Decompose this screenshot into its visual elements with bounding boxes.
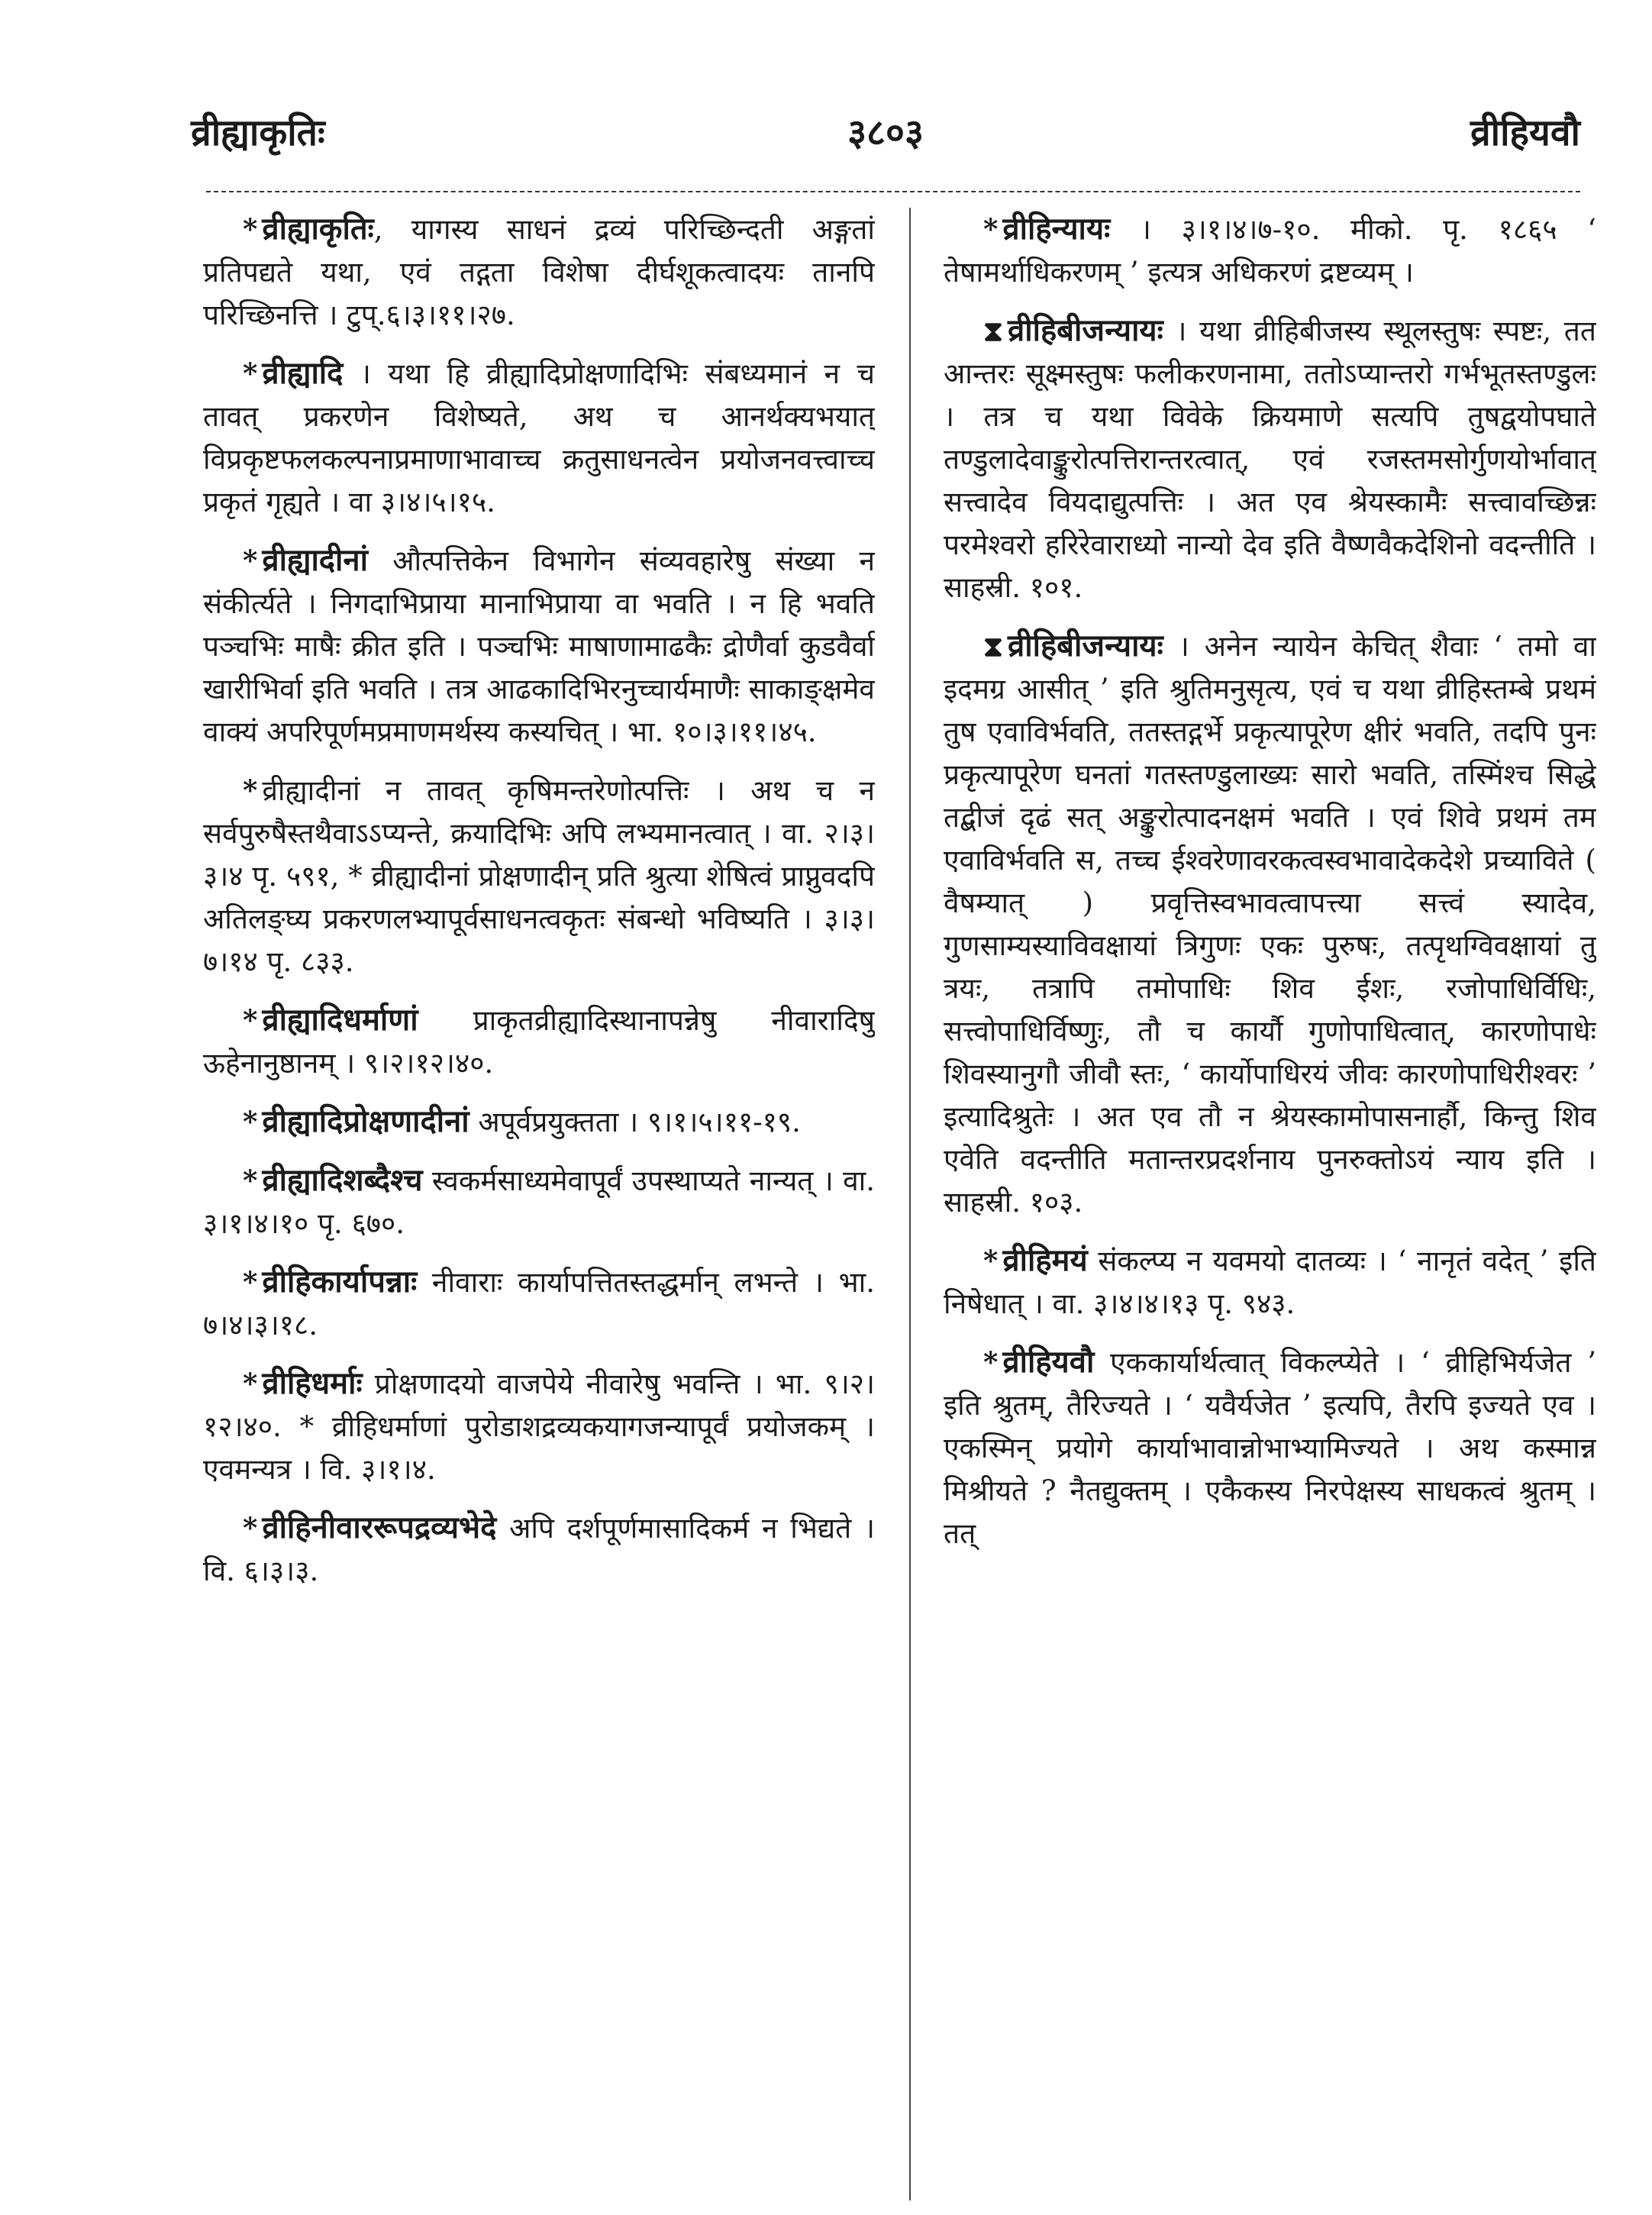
entry-text: औत्पत्तिकेन विभागेन संव्यवहारेषु संख्या न संकीर्त्यते । निगदाभिप्राया मानाभिप्राया वा भवति । न हि भवति पञ्चभिः माषैः क्रीत इति । पञ्चभिः माषाणामाढकैः द्रोणैर्वा कुडवैर्वा खारीभिर्वा इति भवति । तत्र आढकादिभिरनुच्चार्यमाणैः साकाङ्क्षमेव वाक्यं अपरिपूर्णमप्रमाणमर्थस्य कस्यचित् । भा. १०।३।११।४५.	[203, 544, 875, 748]
dictionary-entry	[944, 625, 1596, 1224]
page-number: ३८०३	[847, 111, 924, 154]
dictionary-entry	[944, 309, 1596, 609]
entry-marker: *	[243, 544, 258, 577]
entry-text: अपि दर्शपूर्णमासादिकर्म न भिद्यते । वि. ६।३।३.	[203, 1512, 875, 1587]
entry-marker: *	[243, 1367, 258, 1400]
entry-marker: *	[243, 1164, 258, 1197]
entry-marker: *	[243, 1003, 258, 1037]
entry-headword: व्रीहिकार्यापन्नाः	[262, 1264, 418, 1300]
entry-marker: *	[243, 1105, 258, 1138]
entry-marker: *	[243, 357, 258, 390]
right-running-head: व्रीहियवौ	[1470, 111, 1580, 154]
entry-headword: व्रीह्यादिप्रोक्षणादीनां	[262, 1103, 469, 1139]
dictionary-entry	[203, 1261, 875, 1347]
entry-marker: *	[243, 1511, 258, 1545]
entry-text: , यागस्य साधनं द्रव्यं परिच्छिन्दती अङ्गतां प्रतिपद्यते यथा, एवं तद्गता विशेषा दीर्घशूकत्वादयः तानपि परिच्छिनत्ति । टुप्.६।३।११।२७.	[203, 213, 875, 331]
dictionary-entry	[203, 208, 875, 337]
entry-headword: व्रीहिधर्माः	[262, 1365, 363, 1401]
dictionary-entry	[203, 1159, 875, 1245]
dictionary-entry	[203, 999, 875, 1085]
entry-text: । अनेन न्यायेन केचित् शैवाः ‘ तमो वा इदमग्र आसीत् ’ इति श्रुतिमनुसृत्य, एवं च यथा व्रीहिस्तम्बे प्रथमं तुष एवाविर्भवति, ततस्तद्गर्भे प्रकृत्यापूरेण क्षीरं भवति, तदपि पुनः प्रकृत्यापूरेण घनतां गतस्तण्डुलाख्यः सारो भवति, तस्मिंश्च सिद्धे तद्बीजं दृढं सत् अङ्कुरोत्पादनक्षमं भवति । एवं शिवे प्रथमं तम एवाविर्भवति स, तच्च ईश्वरेणावरकत्वस्वभावादेकदेशे प्रच्याविते ( वैषम्यात् ) प्रवृत्तिस्वभावत्वापत्त्या सत्त्वं स्यादेव, गुणसाम्यस्याविवक्षायां त्रिगुणः एकः पुरुषः, तत्पृथग्विवक्षायां तु त्रयः, तत्रापि तमोपाधिः शिव ईशः, रजोपाधिर्विधिः, सत्त्वोपाधिर्विष्णुः, तौ च कार्यौ गुणोपाधित्वात्, कारणोपाधेः शिवस्यानुगौ जीवौ स्तः, ‘ कार्योपाधिरयं जीवः कारणोपाधिरीश्वरः ’ इत्यादिश्रुतेः । अत एव तौ न श्रेयस्कामोपासनार्हौ, किन्तु शिव एवेति वदन्तीति मतान्तरप्रदर्शनाय पुनरुक्तोऽयं न्याय इति । साहस्री. १०३.	[944, 630, 1596, 1219]
dictionary-entry	[203, 1506, 875, 1593]
entry-headword: व्रीह्यादीनां	[262, 542, 368, 578]
entry-headword: व्रीह्यादिशब्दैश्च	[262, 1162, 423, 1198]
entry-marker: *	[983, 1244, 999, 1277]
entry-headword: व्रीहिबीजन्यायः	[1007, 312, 1163, 348]
entry-text: । ३।१।४।७-१०. मीको. पृ. १८६५ ‘ तेषामर्थाधिकरणम् ’ इत्यत्र अधिकरणं द्रष्टव्यम् ।	[944, 213, 1596, 289]
left-running-head: व्रीह्याकृतिः	[191, 111, 325, 154]
dictionary-entry	[203, 1362, 875, 1491]
entry-marker: *	[243, 773, 258, 807]
entry-text: । यथा व्रीहिबीजस्य स्थूलस्तुषः स्पष्टः, तत आन्तरः सूक्ष्मस्तुषः फलीकरणनामा, ततोऽप्यान्तरो गर्भभूतस्तण्डुलः । तत्र च यथा विवेके क्रियमाणे सत्यपि तुषद्वयोपघाते तण्डुलादेवाङ्कुरोत्पत्तिरान्तरत्वात्, एवं रजस्तमसोर्गुणयोर्भावात् सत्त्वादेव वियदाद्युत्पत्तिः । अत एव श्रेयस्कामैः सत्त्वावच्छिन्नः परमेश्वरो हरिरेवाराध्यो नान्यो देव इति वैष्णवैकदेशिनो वदन्तीति । साहस्री. १०१.	[944, 315, 1596, 604]
entry-text: । यथा हि व्रीह्यादिप्रोक्षणादिभिः संबध्यमानं न च तावत् प्रकरणेन विशेष्यते, अथ च आनर्थक्यभयात् विप्रकृष्टफलकल्पनाप्रमाणाभावाच्च क्रतुसाधनत्वेन प्रयोजनवत्त्वाच्च प्रकृतं गृह्यते । वा ३।४।५।१५.	[203, 357, 875, 518]
left-column	[203, 208, 875, 2208]
entry-text: स्वकर्मसाध्यमेवापूर्वं उपस्थाप्यते नान्यत् । वा. ३।१।४।१० पृ. ६७०.	[203, 1164, 875, 1240]
nyaya-marker-icon: ⧗	[983, 314, 1003, 347]
entry-marker: *	[243, 1265, 258, 1299]
entry-text: नीवाराः कार्यापत्तितस्तद्धर्मान् लभन्ते । भा. ७।४।३।१८.	[203, 1266, 875, 1342]
dictionary-entry	[203, 769, 875, 983]
dictionary-entry	[944, 1341, 1596, 1555]
entry-text: प्रोक्षणादयो वाजपेये नीवारेषु भवन्ति । भा. ९।२।१२।४०. * व्रीहिधर्माणां पुरोडाशद्रव्यकयागजन्यापूर्वं प्रयोजकम् । एवमन्यत्र । वि. ३।१।४.	[203, 1367, 875, 1486]
entry-headword: व्रीह्यादिधर्माणां	[262, 1002, 418, 1038]
entry-text: प्राकृतव्रीह्यादिस्थानापन्नेषु नीवारादिषु ऊहेनानुष्ठानम् । ९।२।१२।४०.	[203, 1004, 875, 1080]
entry-headword: व्रीहिमयं	[1002, 1242, 1088, 1278]
entry-headword: व्रीहियवौ	[1002, 1344, 1095, 1380]
entry-headword: व्रीह्याकृतिः	[262, 211, 374, 247]
entry-headword: व्रीहिनीवाररूपद्रव्यभेदे	[262, 1509, 497, 1545]
entry-marker: *	[983, 212, 999, 246]
entry-text: अपूर्वप्रयुक्तता । ९।१।५।११-१९.	[469, 1106, 801, 1138]
dictionary-entry	[203, 1100, 875, 1144]
dictionary-entry	[944, 208, 1596, 294]
entry-text: एककार्यार्थत्वात् विकल्प्येते । ‘ व्रीहिभिर्यजेत ’ इति श्रुतम्, तैरिज्यते । ‘ यवैर्यजेत ’ इत्यपि, तैरपि इज्यते एव । एकस्मिन् प्रयोगे कार्याभावान्नोभाभ्यामिज्यते । अथ कस्मान्न मिश्रीयते ? नैतद्युक्तम् । एकैकस्य निरपेक्षस्य साधकत्वं श्रुतम् । तत्	[944, 1346, 1596, 1550]
entry-headword: व्रीहिबीजन्यायः	[1007, 628, 1163, 664]
dictionary-entry	[944, 1239, 1596, 1325]
entry-headword: व्रीह्यादि	[262, 355, 344, 391]
header-rule	[206, 191, 1580, 192]
entry-text: संकल्प्य न यवमयो दातव्यः । ‘ नानृतं वदेत् ’ इति निषेधात् । वा. ३।४।४।१३ पृ. ९४३.	[944, 1245, 1596, 1320]
entry-marker: *	[983, 1345, 999, 1379]
page-header	[191, 107, 1580, 168]
entry-text: व्रीह्यादीनां न तावत् कृषिमन्तरेणोत्पत्तिः । अथ च न सर्वपुरुषैस्तथैवाऽऽप्यन्ते, क्रयादिभिः अपि लभ्यमानत्वात् । वा. २।३।३।४ पृ. ५९१, * व्रीह्यादीनां प्रोक्षणादीन् प्रति श्रुत्या शेषित्वं प्राप्नुवदपि अतिलङ्घ्य प्रकरणलभ्यापूर्वसाधनत्वकृतः संबन्धो भविष्यति । ३।३।७।१४ पृ. ८३३.	[203, 774, 875, 978]
dictionary-entry	[203, 539, 875, 754]
dictionary-entry	[203, 352, 875, 524]
column-divider	[909, 208, 911, 2200]
nyaya-marker-icon: ⧗	[983, 629, 1003, 663]
right-column	[944, 208, 1596, 2208]
entry-marker: *	[243, 212, 258, 246]
entry-headword: व्रीहिन्यायः	[1002, 211, 1111, 247]
